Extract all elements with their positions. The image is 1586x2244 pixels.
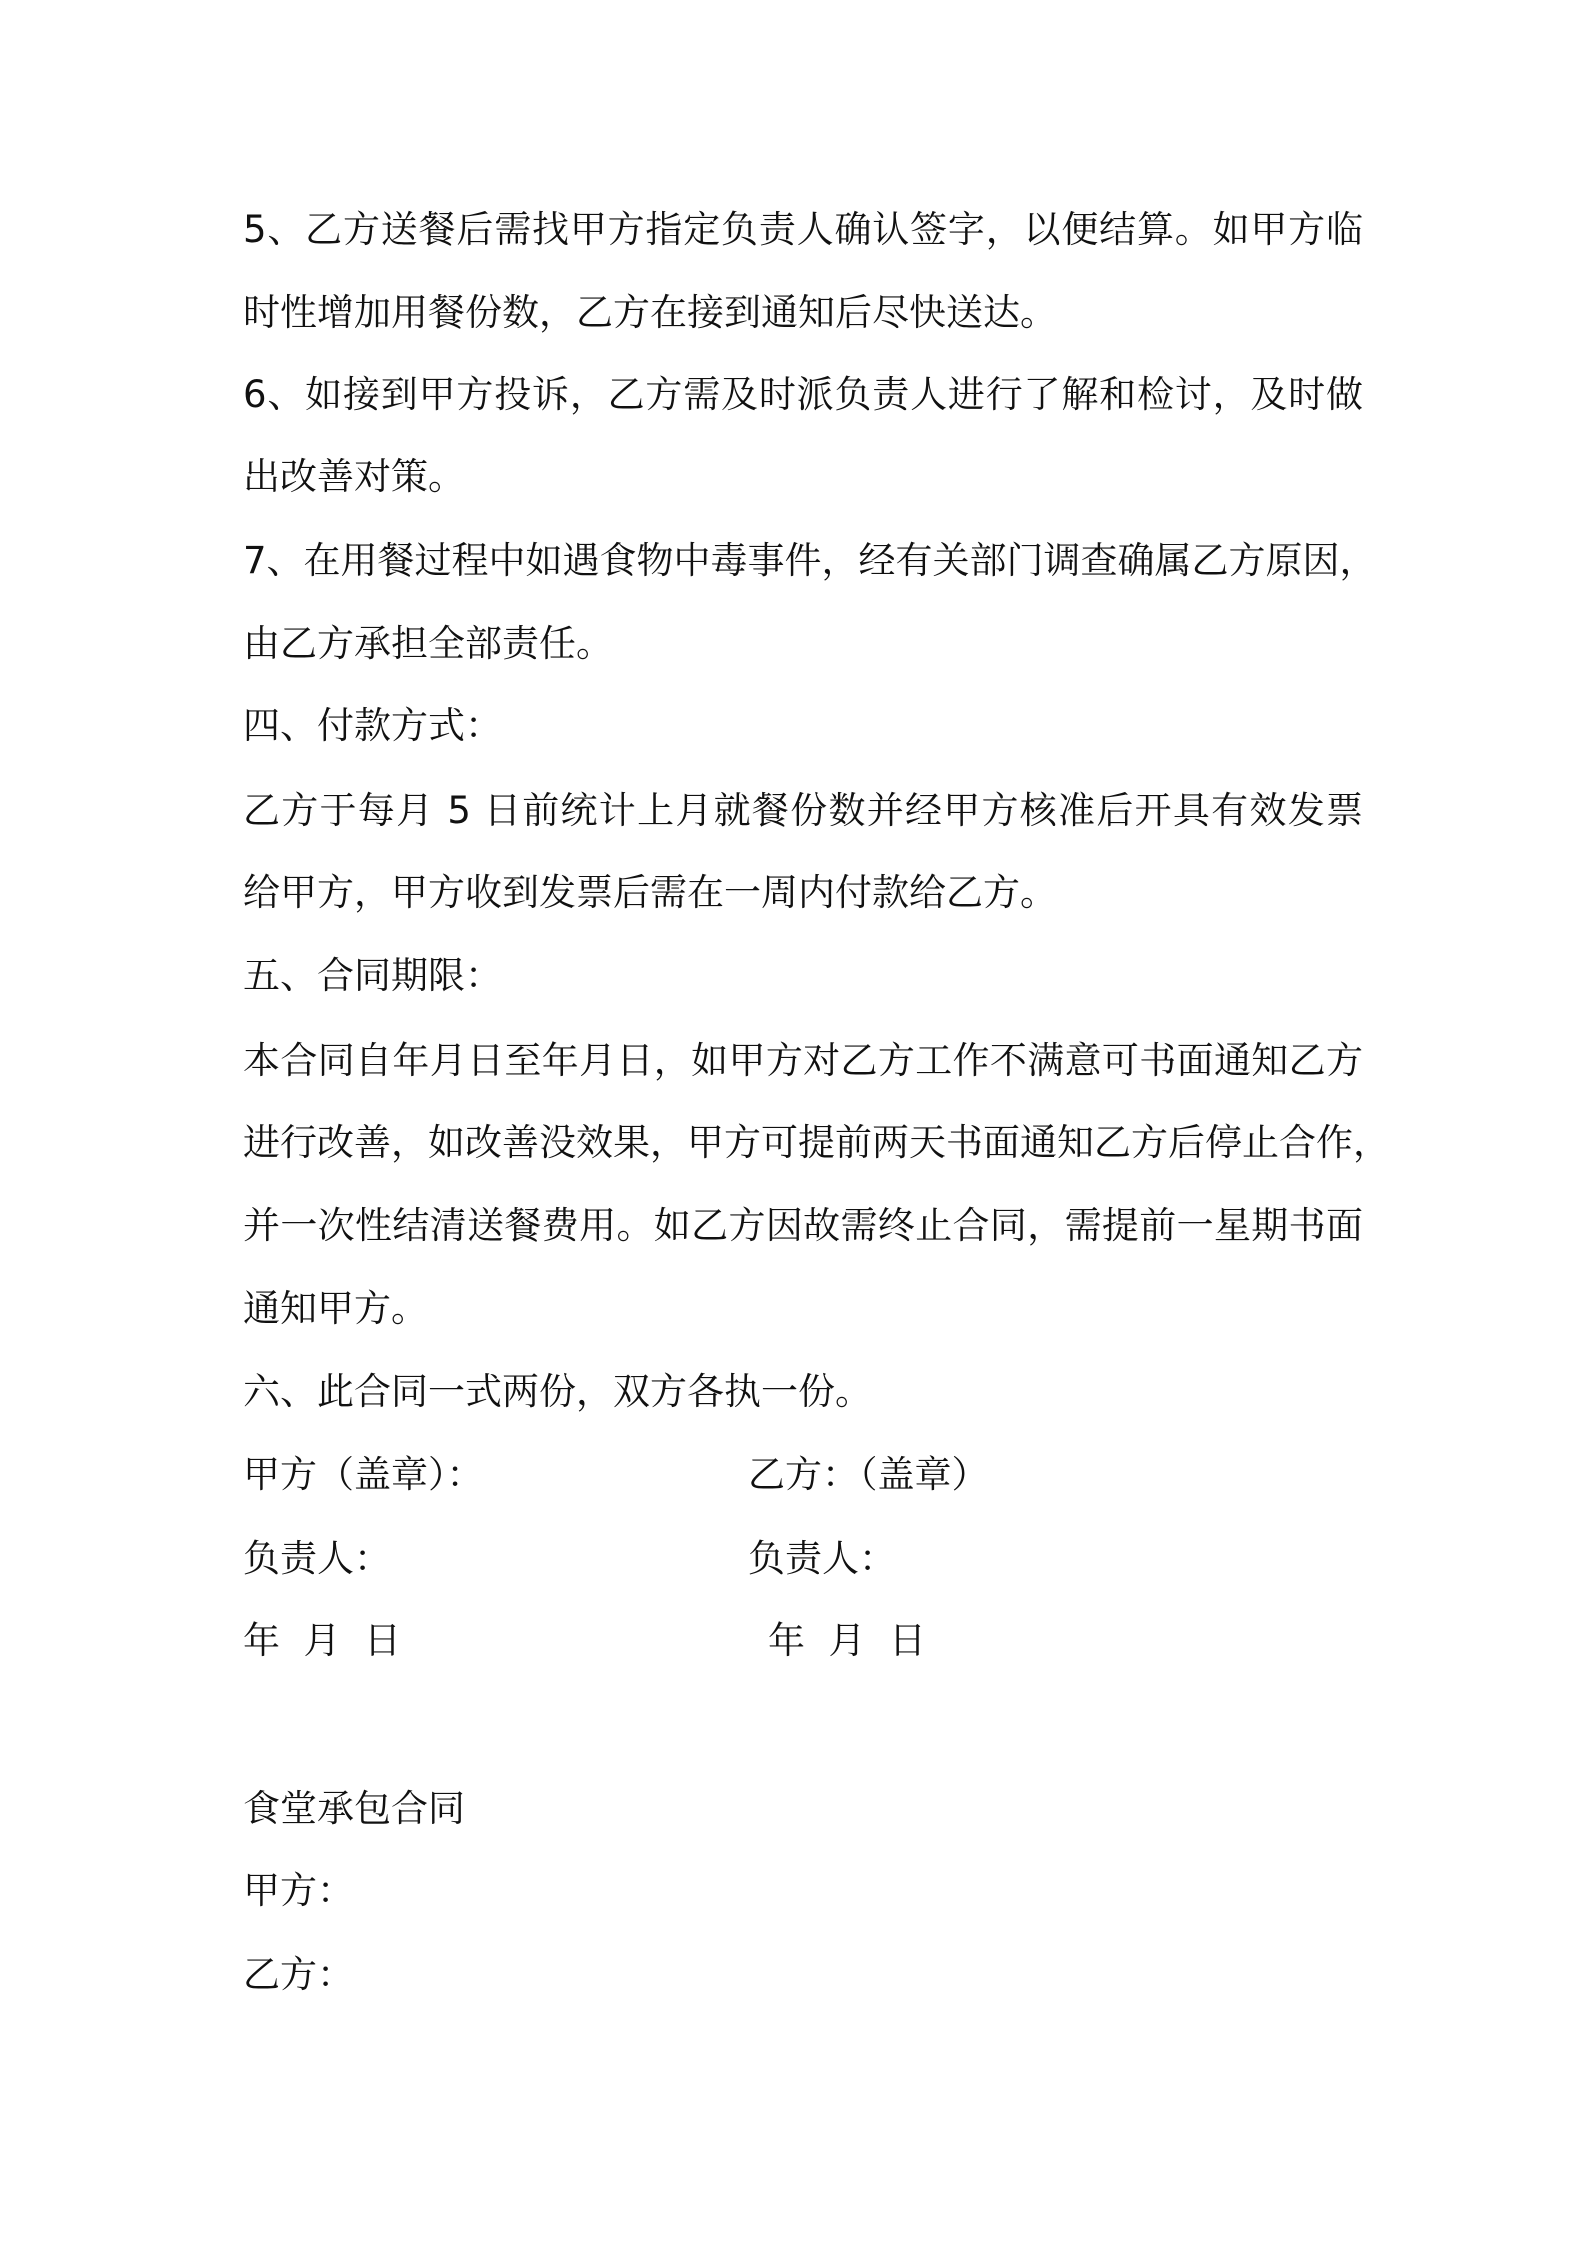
party-b-date-label: 年 月 日 (768, 1619, 927, 1662)
section-5-line-2: 进行改善，如改善没效果，甲方可提前两天书面通知乙方后停止合作， (243, 1121, 1390, 1164)
section-6-heading: 六、此合同一式两份，双方各执一份。 (243, 1370, 872, 1413)
section-4-line-1: 乙方于每月 5 日前统计上月就餐份数并经甲方核准后开具有效发票 (243, 789, 1363, 832)
clause-7-line-2: 由乙方承担全部责任。 (243, 622, 613, 665)
clause-5-line-2: 时性增加用餐份数，乙方在接到通知后尽快送达。 (243, 291, 1057, 334)
next-contract-title: 食堂承包合同 (243, 1787, 465, 1830)
section-5-heading: 五、合同期限： (243, 954, 502, 997)
clause-6-line-2: 出改善对策。 (243, 455, 465, 498)
signature-row-person (243, 1534, 1363, 1584)
clause-6-line-1: 6、如接到甲方投诉，乙方需及时派负责人进行了解和检讨，及时做 (243, 373, 1363, 416)
section-4-heading: 四、付款方式： (243, 704, 502, 747)
section-5-line-1: 本合同自年月日至年月日，如甲方对乙方工作不满意可书面通知乙方 (243, 1039, 1363, 1082)
party-b-person-label: 负责人： (748, 1537, 896, 1580)
party-a-person-label: 负责人： (243, 1537, 391, 1580)
section-5-line-4: 通知甲方。 (243, 1287, 428, 1330)
next-contract-party-a: 甲方： (243, 1869, 354, 1912)
section-4-line-2: 给甲方，甲方收到发票后需在一周内付款给乙方。 (243, 871, 1057, 914)
clause-7-line-1: 7、在用餐过程中如遇食物中毒事件，经有关部门调查确属乙方原因， (243, 539, 1377, 582)
signature-row-date (243, 1616, 1363, 1666)
party-a-date-label: 年 月 日 (243, 1619, 402, 1662)
signature-row-seal (243, 1450, 1363, 1500)
section-5-line-3: 并一次性结清送餐费用。如乙方因故需终止合同，需提前一星期书面 (243, 1204, 1363, 1247)
party-b-seal-label: 乙方：（盖章） (748, 1453, 989, 1496)
next-contract-party-b: 乙方： (243, 1953, 354, 1996)
party-a-seal-label: 甲方（盖章）： (243, 1453, 484, 1496)
clause-5-line-1: 5、乙方送餐后需找甲方指定负责人确认签字，以便结算。如甲方临 (243, 208, 1363, 251)
